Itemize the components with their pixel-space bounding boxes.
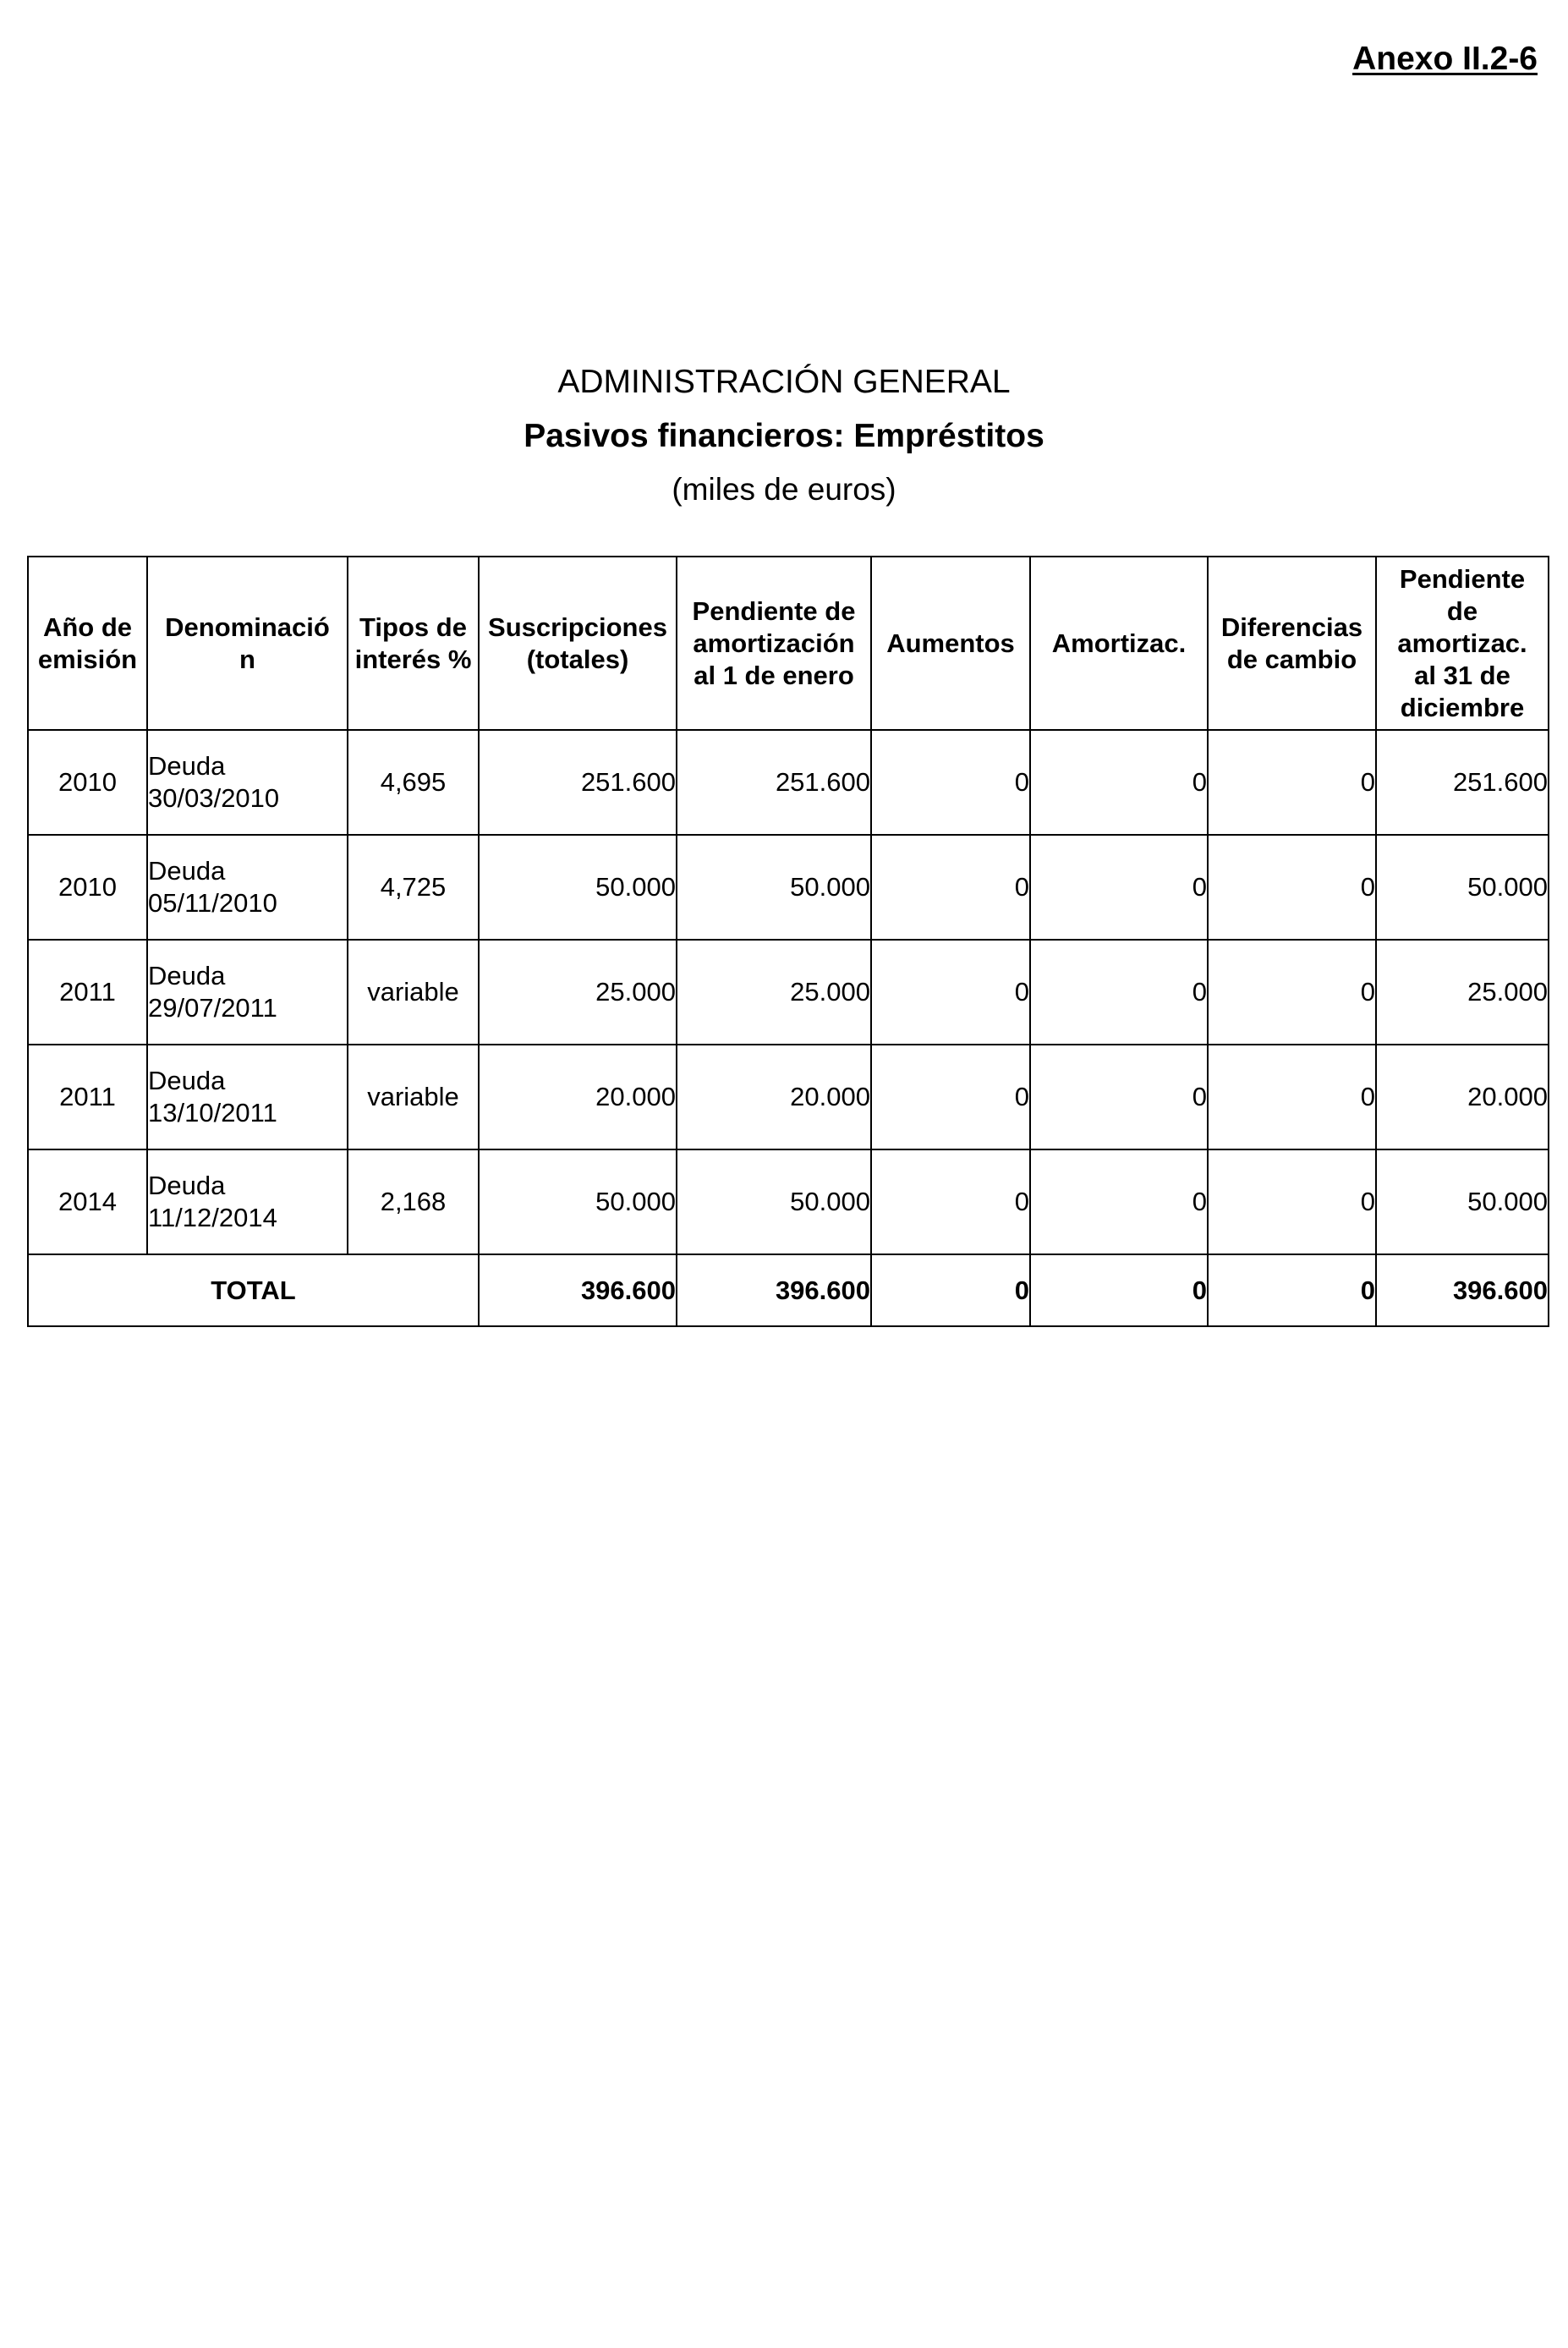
cell-year: 2014 <box>28 1149 147 1254</box>
header-year <box>28 557 147 730</box>
header-interest-rate <box>348 557 479 730</box>
header-pending-end <box>1376 557 1549 730</box>
cell-year: 2011 <box>28 940 147 1045</box>
cell-exchange-differences: 0 <box>1208 1149 1376 1254</box>
total-cell-pending-start: 396.600 <box>677 1254 871 1326</box>
cell-interest-rate: variable <box>348 940 479 1045</box>
document-title: ADMINISTRACIÓN GENERAL <box>557 364 1011 400</box>
cell-increases: 0 <box>871 730 1030 835</box>
header-line: Denominació <box>165 612 330 642</box>
denomination-line: 11/12/2014 <box>148 1203 277 1232</box>
header-line: Año de <box>42 612 133 642</box>
denomination-line: Deuda <box>148 856 226 886</box>
table-row <box>28 940 1549 1045</box>
header-subscriptions <box>479 557 677 730</box>
header-line: Aumentos <box>886 628 1015 658</box>
units-note: (miles de euros) <box>672 472 896 507</box>
cell-subscriptions: 251.600 <box>479 730 677 835</box>
cell-amortization: 0 <box>1030 1045 1208 1149</box>
cell-pending-start: 20.000 <box>677 1045 871 1149</box>
cell-exchange-differences: 0 <box>1208 940 1376 1045</box>
header-pending-start <box>677 557 871 730</box>
table-row <box>28 730 1549 835</box>
cell-interest-rate: variable <box>348 1045 479 1149</box>
table-body <box>28 730 1549 1326</box>
cell-denomination <box>147 940 348 1045</box>
header-line: interés % <box>354 644 472 674</box>
denomination-line: 13/10/2011 <box>148 1098 277 1127</box>
cell-year: 2010 <box>28 835 147 940</box>
cell-pending-end: 25.000 <box>1376 940 1549 1045</box>
cell-increases: 0 <box>871 1149 1030 1254</box>
header-increases <box>871 557 1030 730</box>
cell-subscriptions: 25.000 <box>479 940 677 1045</box>
title-block <box>0 355 1568 516</box>
cell-exchange-differences: 0 <box>1208 1045 1376 1149</box>
cell-increases: 0 <box>871 1045 1030 1149</box>
header-line: (totales) <box>526 644 629 674</box>
total-cell-amortization: 0 <box>1030 1254 1208 1326</box>
borrowings-table <box>27 556 1549 1327</box>
cell-denomination <box>147 730 348 835</box>
denomination-line: Deuda <box>148 1066 226 1095</box>
header-line: al 1 de enero <box>694 660 854 690</box>
total-cell-pending-end: 396.600 <box>1376 1254 1549 1326</box>
cell-amortization: 0 <box>1030 940 1208 1045</box>
header-line: de cambio <box>1226 644 1357 674</box>
cell-subscriptions: 50.000 <box>479 835 677 940</box>
cell-amortization: 0 <box>1030 835 1208 940</box>
table-row <box>28 835 1549 940</box>
header-line: Tipos de <box>359 612 467 642</box>
denomination-line: 05/11/2010 <box>148 888 277 918</box>
cell-pending-start: 25.000 <box>677 940 871 1045</box>
denomination-line: 30/03/2010 <box>148 783 280 813</box>
header-line: amortizac. <box>1397 628 1527 658</box>
table-row <box>28 1149 1549 1254</box>
cell-interest-rate: 4,725 <box>348 835 479 940</box>
cell-interest-rate: 4,695 <box>348 730 479 835</box>
cell-year: 2011 <box>28 1045 147 1149</box>
cell-increases: 0 <box>871 940 1030 1045</box>
denomination-line: 29/07/2011 <box>148 993 277 1023</box>
denomination-line: Deuda <box>148 1171 226 1200</box>
header-line: de <box>1446 595 1478 626</box>
header-line: Amortizac. <box>1051 628 1187 658</box>
cell-denomination <box>147 1149 348 1254</box>
header-line: Suscripciones <box>488 612 667 642</box>
header-line: amortización <box>693 628 855 658</box>
total-cell-subscriptions: 396.600 <box>479 1254 677 1326</box>
cell-subscriptions: 20.000 <box>479 1045 677 1149</box>
cell-increases: 0 <box>871 835 1030 940</box>
denomination-line: Deuda <box>148 961 226 990</box>
header-line: Diferencias <box>1220 612 1363 642</box>
header-exchange-differences <box>1208 557 1376 730</box>
cell-denomination <box>147 1045 348 1149</box>
cell-pending-end: 251.600 <box>1376 730 1549 835</box>
cell-pending-start: 251.600 <box>677 730 871 835</box>
total-row <box>28 1254 1549 1326</box>
cell-exchange-differences: 0 <box>1208 730 1376 835</box>
cell-pending-end: 50.000 <box>1376 835 1549 940</box>
total-cell-exchange-differences: 0 <box>1208 1254 1376 1326</box>
cell-year: 2010 <box>28 730 147 835</box>
header-line: Pendiente de <box>692 595 856 626</box>
total-cell-increases: 0 <box>871 1254 1030 1326</box>
header-line: diciembre <box>1400 692 1525 722</box>
cell-pending-start: 50.000 <box>677 835 871 940</box>
cell-amortization: 0 <box>1030 730 1208 835</box>
cell-subscriptions: 50.000 <box>479 1149 677 1254</box>
cell-denomination <box>147 835 348 940</box>
document-subtitle: Pasivos financieros: Empréstitos <box>524 418 1044 454</box>
header-line: al 31 de <box>1414 660 1510 690</box>
denomination-line: Deuda <box>148 751 226 781</box>
header-line: Pendiente <box>1399 563 1526 594</box>
header-line: emisión <box>37 644 138 674</box>
cell-interest-rate: 2,168 <box>348 1149 479 1254</box>
header-amortization <box>1030 557 1208 730</box>
table-row <box>28 1045 1549 1149</box>
cell-pending-end: 20.000 <box>1376 1045 1549 1149</box>
cell-exchange-differences: 0 <box>1208 835 1376 940</box>
header-denomination <box>147 557 348 730</box>
table-header-row <box>28 557 1549 730</box>
cell-pending-start: 50.000 <box>677 1149 871 1254</box>
header-line: n <box>239 644 255 674</box>
total-label: TOTAL <box>28 1254 479 1326</box>
cell-amortization: 0 <box>1030 1149 1208 1254</box>
cell-pending-end: 50.000 <box>1376 1149 1549 1254</box>
annex-label: Anexo II.2-6 <box>1352 41 1538 77</box>
